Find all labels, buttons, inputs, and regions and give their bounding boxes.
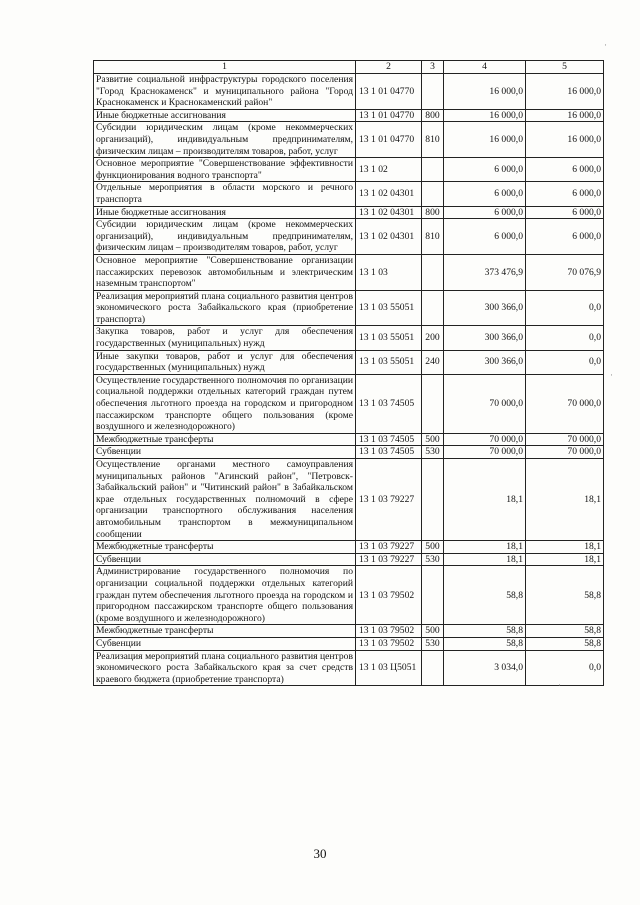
cell-name: Основное мероприятие "Совершенствование эффективности функционирования водного транспорта" <box>94 158 356 182</box>
page-number: 30 <box>313 846 327 861</box>
cell-expense-type <box>422 566 444 625</box>
cell-amount-2: 16 000,0 <box>526 122 604 158</box>
cell-target-code: 13 1 03 74505 <box>356 433 422 446</box>
table-row <box>94 206 604 219</box>
cell-expense-type <box>422 182 444 206</box>
cell-amount-2: 0,0 <box>526 650 604 686</box>
cell-target-code: 13 1 01 04770 <box>356 74 422 110</box>
cell-amount-1: 6 000,0 <box>444 182 526 206</box>
table-row <box>94 446 604 459</box>
cell-amount-1: 6 000,0 <box>444 206 526 219</box>
cell-name: Развитие социальной инфраструктуры городского поселения "Город Краснокаменск" и муниципального района "Город Краснокаменск и Краснокаменский район" <box>94 74 356 110</box>
cell-expense-type: 500 <box>422 625 444 638</box>
cell-name: Реализация мероприятий плана социального развития центров экономического роста Забайкальского края за счет средств краевого бюджета (приобретение транспорта) <box>94 650 356 686</box>
cell-amount-2: 70 000,0 <box>526 374 604 433</box>
table-row <box>94 566 604 625</box>
header-cell-code: 2 <box>356 61 422 74</box>
cell-amount-1: 16 000,0 <box>444 122 526 158</box>
cell-amount-2: 18,1 <box>526 553 604 566</box>
cell-expense-type: 530 <box>422 637 444 650</box>
cell-name: Субсидии юридическим лицам (кроме некоммерческих организаций), индивидуальным предпринимателям, физическим лицам – производителям товаров, работ, услуг <box>94 219 356 255</box>
cell-expense-type <box>422 459 444 541</box>
cell-expense-type: 530 <box>422 446 444 459</box>
cell-expense-type: 500 <box>422 541 444 554</box>
table-row <box>94 74 604 110</box>
cell-name: Межбюджетные трансферты <box>94 433 356 446</box>
table-row <box>94 109 604 122</box>
cell-amount-1: 3 034,0 <box>444 650 526 686</box>
cell-target-code: 13 1 02 04301 <box>356 219 422 255</box>
cell-target-code: 13 1 03 79227 <box>356 553 422 566</box>
cell-amount-2: 70 000,0 <box>526 433 604 446</box>
cell-expense-type: 240 <box>422 350 444 374</box>
cell-amount-2: 58,8 <box>526 637 604 650</box>
cell-name: Межбюджетные трансферты <box>94 541 356 554</box>
cell-amount-1: 300 366,0 <box>444 350 526 374</box>
cell-expense-type <box>422 650 444 686</box>
cell-name: Осуществление государственного полномочия по организации социальной поддержки отдельных категорий граждан путем обеспечения льготного проезда на городском и пригородном пассажирском транспорте общего пользования (кроме воздушного и железнодорожного) <box>94 374 356 433</box>
table-row <box>94 459 604 541</box>
cell-target-code: 13 1 02 <box>356 158 422 182</box>
cell-expense-type: 200 <box>422 326 444 350</box>
cell-amount-1: 58,8 <box>444 566 526 625</box>
cell-expense-type: 800 <box>422 109 444 122</box>
cell-expense-type: 500 <box>422 433 444 446</box>
table-row <box>94 625 604 638</box>
cell-target-code: 13 1 03 79502 <box>356 566 422 625</box>
cell-amount-2: 58,8 <box>526 625 604 638</box>
cell-amount-1: 70 000,0 <box>444 374 526 433</box>
cell-amount-1: 6 000,0 <box>444 219 526 255</box>
cell-name: Отдельные мероприятия в области морского и речного транспорта <box>94 182 356 206</box>
cell-name: Межбюджетные трансферты <box>94 625 356 638</box>
cell-amount-1: 58,8 <box>444 625 526 638</box>
cell-name: Иные закупки товаров, работ и услуг для обеспечения государственных (муниципальных) нужд <box>94 350 356 374</box>
table-row <box>94 158 604 182</box>
budget-table-body <box>94 61 604 686</box>
cell-expense-type <box>422 74 444 110</box>
table-row <box>94 290 604 326</box>
cell-expense-type <box>422 254 444 290</box>
cell-target-code: 13 1 03 55051 <box>356 290 422 326</box>
scan-speck: · <box>604 40 607 50</box>
cell-target-code: 13 1 03 Ц5051 <box>356 650 422 686</box>
cell-amount-1: 18,1 <box>444 553 526 566</box>
cell-target-code: 13 1 03 79227 <box>356 459 422 541</box>
cell-amount-2: 6 000,0 <box>526 206 604 219</box>
table-row <box>94 433 604 446</box>
cell-amount-2: 0,0 <box>526 350 604 374</box>
cell-target-code: 13 1 01 04770 <box>356 122 422 158</box>
cell-amount-1: 18,1 <box>444 459 526 541</box>
cell-target-code: 13 1 03 79227 <box>356 541 422 554</box>
cell-amount-2: 16 000,0 <box>526 109 604 122</box>
budget-table <box>93 60 604 686</box>
cell-amount-1: 6 000,0 <box>444 158 526 182</box>
cell-name: Основное мероприятие "Совершенствование организации пассажирских перевозок автомобильным и электрическим наземным транспортом" <box>94 254 356 290</box>
cell-target-code: 13 1 01 04770 <box>356 109 422 122</box>
cell-name: Закупка товаров, работ и услуг для обеспечения государственных (муниципальных) нужд <box>94 326 356 350</box>
cell-expense-type <box>422 158 444 182</box>
table-row <box>94 350 604 374</box>
cell-target-code: 13 1 02 04301 <box>356 182 422 206</box>
cell-expense-type: 810 <box>422 219 444 255</box>
cell-amount-2: 70 076,9 <box>526 254 604 290</box>
cell-target-code: 13 1 03 74505 <box>356 446 422 459</box>
table-row <box>94 374 604 433</box>
cell-expense-type <box>422 290 444 326</box>
cell-amount-1: 373 476,9 <box>444 254 526 290</box>
cell-amount-2: 6 000,0 <box>526 182 604 206</box>
table-row <box>94 182 604 206</box>
cell-target-code: 13 1 03 55051 <box>356 326 422 350</box>
scan-speck: · <box>558 680 561 690</box>
cell-expense-type: 800 <box>422 206 444 219</box>
cell-amount-2: 6 000,0 <box>526 219 604 255</box>
cell-amount-2: 70 000,0 <box>526 446 604 459</box>
cell-amount-1: 300 366,0 <box>444 326 526 350</box>
cell-name: Иные бюджетные ассигнования <box>94 109 356 122</box>
cell-name: Субвенции <box>94 637 356 650</box>
table-row <box>94 122 604 158</box>
cell-target-code: 13 1 03 79502 <box>356 637 422 650</box>
header-cell-name: 1 <box>94 61 356 74</box>
cell-amount-1: 58,8 <box>444 637 526 650</box>
cell-target-code: 13 1 03 <box>356 254 422 290</box>
cell-amount-1: 16 000,0 <box>444 74 526 110</box>
cell-amount-2: 16 000,0 <box>526 74 604 110</box>
cell-amount-2: 18,1 <box>526 541 604 554</box>
cell-amount-1: 70 000,0 <box>444 446 526 459</box>
cell-target-code: 13 1 03 55051 <box>356 350 422 374</box>
table-row <box>94 326 604 350</box>
cell-target-code: 13 1 03 79502 <box>356 625 422 638</box>
cell-amount-2: 0,0 <box>526 290 604 326</box>
table-header-row <box>94 61 604 74</box>
cell-amount-2: 6 000,0 <box>526 158 604 182</box>
table-row <box>94 637 604 650</box>
cell-amount-2: 58,8 <box>526 566 604 625</box>
cell-amount-1: 18,1 <box>444 541 526 554</box>
cell-amount-1: 70 000,0 <box>444 433 526 446</box>
cell-name: Субсидии юридическим лицам (кроме некоммерческих организаций), индивидуальным предпринимателям, физическим лицам – производителям товаров, работ, услуг <box>94 122 356 158</box>
cell-name: Субвенции <box>94 553 356 566</box>
cell-expense-type: 810 <box>422 122 444 158</box>
table-row <box>94 219 604 255</box>
cell-name: Субвенции <box>94 446 356 459</box>
cell-target-code: 13 1 02 04301 <box>356 206 422 219</box>
cell-expense-type: 530 <box>422 553 444 566</box>
cell-name: Осуществление органами местного самоуправления муниципальных районов "Агинский район", "Петровск-Забайкальский район" и "Читинский район" в Забайкальском крае отдельных государственных полномочий в сфере организации транспортного обслуживания населения автомобильным транспортом в межмуниципальном сообщении <box>94 459 356 541</box>
cell-name: Иные бюджетные ассигнования <box>94 206 356 219</box>
header-cell-amount-1: 4 <box>444 61 526 74</box>
scan-speck: · <box>610 370 613 380</box>
table-row <box>94 254 604 290</box>
table-row <box>94 650 604 686</box>
cell-name: Реализация мероприятий плана социального развития центров экономического роста Забайкальского края (приобретение транспорта) <box>94 290 356 326</box>
cell-target-code: 13 1 03 74505 <box>356 374 422 433</box>
table-row <box>94 541 604 554</box>
cell-amount-1: 300 366,0 <box>444 290 526 326</box>
cell-expense-type <box>422 374 444 433</box>
header-cell-amount-2: 5 <box>526 61 604 74</box>
cell-name: Администрирование государственного полномочия по организации социальной поддержки отдельных категорий граждан путем обеспечения льготного проезда на городском и пригородном пассажирском транспорте общего пользования (кроме воздушного и железнодорожного) <box>94 566 356 625</box>
table-row <box>94 553 604 566</box>
cell-amount-2: 18,1 <box>526 459 604 541</box>
header-cell-expense-type: 3 <box>422 61 444 74</box>
cell-amount-2: 0,0 <box>526 326 604 350</box>
cell-amount-1: 16 000,0 <box>444 109 526 122</box>
